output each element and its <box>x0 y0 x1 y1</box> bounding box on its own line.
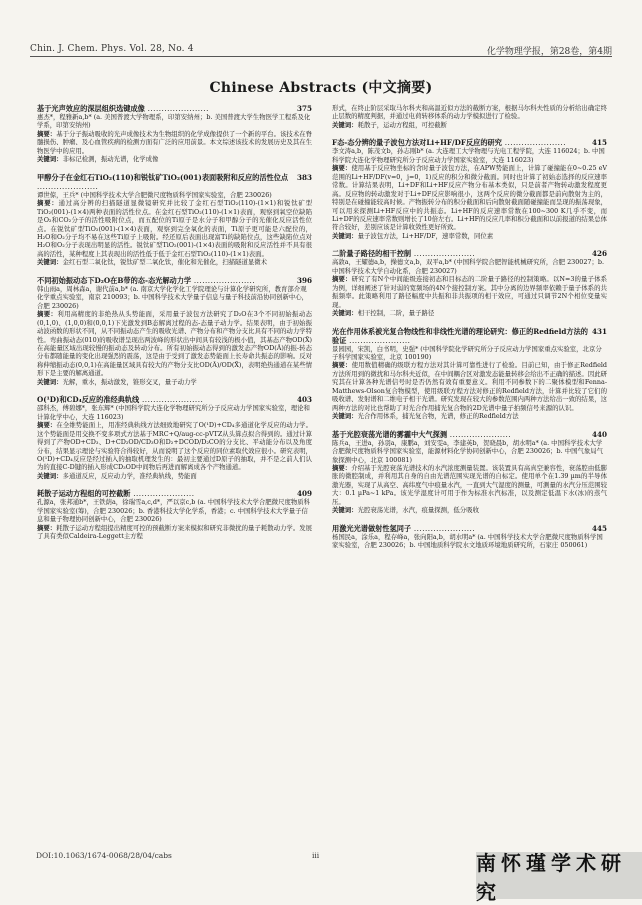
left-column <box>37 104 312 550</box>
article-title-line <box>332 524 607 533</box>
article-entry <box>332 430 607 515</box>
article-abstract <box>37 524 312 541</box>
watermark-stamp: 南怀瑾学术研究 <box>476 852 642 899</box>
leader-dots: ...................... <box>411 249 476 259</box>
article-authors: 景园园，宋凯，白书明，史强* (中国科学院化学研究所分子反应动力学国家重点实验室，北京分子科学国家实验室，北京 100190) <box>332 344 602 361</box>
article-abstract <box>37 421 312 472</box>
article-title-line <box>37 489 312 498</box>
article-authors: 邵科杰，傅碧娜*，张东辉* (中国科学院大连化学物理研究所分子反应动力学国家实验室，理论和计算化学中心，大连 116023) <box>37 404 310 421</box>
article-keywords <box>37 472 312 480</box>
article-title-line <box>37 276 312 285</box>
keywords-label: 关键词： <box>332 506 358 515</box>
footer-page-number: iii <box>312 851 320 860</box>
keywords-label: 关键词： <box>332 120 358 129</box>
abstract-label: 摘要： <box>37 129 57 138</box>
article-abstract <box>37 199 312 258</box>
keywords-label: 关键词： <box>332 412 358 421</box>
right-column <box>332 104 607 559</box>
abstract-text: 在全维势能面上，用准经典轨线方法细致地研究了O(¹D)+CD₄多通道化学反应的动力学。这个势能面是用交换不变多项式方法基于MRC+Q/aug-cc-pVTZ从头算点拟合得到的。通过计算得到了产物OD+CD₃、D+CD₂OD/CD₃O和D₂+DCOD/D₂CO的分支比、平动能分布以及角度分布，结果显示理论与实验符合得较好，从而说明了这个反应的同位素取代效应很小。研究表明，O(¹D)+CD₄反应是经过插入的抽取机理发生的：最初主要通过D原子的抽取，并不是之前人们认为的直接C-D键的插入形成CD₃OD中间物后再进而解离成各个产物通道。 <box>37 421 313 472</box>
abstract-text: 使用基于反应物坐标的含时量子波包方法，在APW势能面上，计算了碰撞能在0~0.25 eV范围的Li+HF/DF(v=0，j=0，1)反应的积分和微分截面。同时也计算了初始态选择的反应速率常数。计算结果表明，Li+DF和Li+HF反应产物分布基本类似，只是前者产物转动激发程度更高。反应物的转动激发对于Li+DF反应影响很小，这两个反应的微分截面都是前向散射为主的，特别是在碰撞能较高时候。产物振转分布的积分截面和后向散射截面随碰撞能而呈现的振荡现象，可以用来探测Li+HF反应中的共振态。Li+HF的反应速率常数在100~300 K几乎不变，而Li+DF的反应速率常数则增长了10倍左右。Li+HF的反应几率和积分截面和以前报道的结果总体符合较好，差别应该是计算收敛性更好所致。 <box>332 164 608 232</box>
article-title: 耗散子运动方程组的可控截断 <box>37 489 131 499</box>
article-authors: 孔源a，张邦通b*，王铁荫a，徐瑞雪a,c,d*，严以京c,b (a. 中国科学技术大学合肥微尺度物质科学国家实验室(筹)，合肥 230026；b. 香港科技大学化学系，香港；c. 中国科学技术大学量子信息和量子物理协同创新中心，合肥 230026) <box>37 498 311 524</box>
continued-abstract-text: 形式，在终止阶层采取马尔科夫和高温近似方法的截断方案，根据马尔科夫性质的分析给出确定终止层数的精度判据，并通过电荷转移体系的动力学模拟进行了检验。 <box>332 104 607 121</box>
abstract-text: 利用高精度的非绝热从头势能面，采用量子波包方法研究了D₂O在3个不同初始振动态(0,1,0)、(1,0,0)和(0,0,1)下光激发到B态解离过程的态-态量子动力学。结果表明，由于初始振动波函数的形状不同，从不同振动态产生的吸收光谱、产物分布和产物分支比具有不同的动力学特性。弯曲振动态(010)的吸收谱呈现出两波峰的形状出中间具有较浅的极小值，其基态产物OD(X̃)在高能量区域出现较慢的振动态及转动分布。所有初始振动态得到的激发态产物OD(Ã)的振-转态分布都随能量的变化出现强烈的震荡，这是由于受到了激发态势能面上长寿命共振态的影响。反对称伸缩振动态(0,0,1)在高能量区域具有较大的产物分支比OD(Ã)/OD(X̃)，表明绝热通道在某些情形下是主要的解离通道。 <box>37 310 312 378</box>
article-page-number: 415 <box>591 138 607 148</box>
abstract-text: 通过高分辨的扫描隧道显微镜研究并比较了金红石型TiO₂(110)-(1×1)和锐钛矿型TiO₂(001)-(1×4)两种表面的活性位点。在金红石型TiO₂(110)-(1×1)表面，观察到氧空位缺陷是O₂和CO₂分子的活性吸附位点，而五配位的Ti原子是水分子和甲醇分子的光催化反应活性位点。在锐钛矿型TiO₂(001)-(1×4)表面，观察到完全氧化的表面，Ti原子更可能是六配位的，H₂O和O₂分子均不易在这些Ti原子上吸附。经还原后表面出现富Ti的缺陷位点，这些缺陷位点对H₂O和O₂分子表现出明显的活性。锐钛矿型TiO₂(001)-(1×4)表面的吸附和反应活性并不具有很高的活性，某种程度上其表现出的活性低于低于金红石型TiO₂(110)-(1×1)表面。 <box>37 199 312 258</box>
article-title: 二阶量子路径的相干控制 <box>332 249 412 259</box>
article-abstract <box>332 361 607 412</box>
leader-dots: ...................... <box>144 104 209 113</box>
article-keywords <box>37 258 312 266</box>
abstract-label: 摘要： <box>332 361 352 370</box>
article-title: 基于光声效应的深层组织选键成像 <box>37 104 145 113</box>
article-title-line <box>332 249 607 258</box>
article-title: 不同初始振动态下D₂O在B带的态-态光解动力学 <box>37 275 192 285</box>
abstract-text: 介绍基于光腔衰荡光谱技术的水汽浓度测量装置。该装置具有高真空兼容性，衰荡腔由低膨胀的微腔制成，并利用其自身的自由光谱范围实现光谱的自标定。使用单个在1.39 µm的半导体激光器，实现了从高空、高纬度气中痕量水汽，一直到大气湿度的测量，可测量的水汽分压范围较大：0.1 µPa~1 kPa。该光学湿度计可用于作为标准水汽标准，以及测定低温下水(冰)的蒸气压。 <box>332 463 607 506</box>
leader-dots: ...................... <box>447 429 512 439</box>
leader-dots: ...................... <box>130 489 195 499</box>
keywords-text: 光解，重水，振动激发，锥形交叉，量子动力学 <box>62 377 197 386</box>
article-entry <box>37 395 312 480</box>
article-keywords <box>332 506 607 514</box>
article-abstract <box>332 464 607 506</box>
article-keywords <box>332 232 607 240</box>
keywords-text: 量子波包方法，Li+HF/DF，速率常数，同位素 <box>357 231 494 240</box>
article-abstract <box>332 164 607 232</box>
continued-keywords <box>332 121 607 129</box>
journal-header-right: 化学物理学报，第28卷，第4期 <box>486 47 612 57</box>
abstract-text: 使用数值精确的级联方程方法对其计算可靠性进行了检验。目前已知，由于修正Redfield方法所用到的微扰和马尔科夫近似，在中间耦合区对激发态能量转移会给出不正确的描述。因此研究其在计算各种光谱信号时是否仍然有效有重要意义。利用不同参数下的二聚体模型和Fenna-Matthews-Olson复合物模型，使用级联方程方法对修正的Redfield方法，计算并比较了它们的吸收谱、发射谱和二维电子相干光谱。研究发现在较大的参数范围内两种方法给出一致的结果，这两种方法的对比也帮助了对光合作用捕光复合物的2D光谱中量子拍频信号来源的认识。 <box>332 361 607 412</box>
abstract-text: 基于分子振动吸收的光声成像技术为生物组织的化学成像提供了一个新的平台。该技术在脊髓损伤、肿瘤、及心血管疾病的检测方面有广泛的应用前景。本文综述该技术的发展历史及其在生物医学中的应用。 <box>37 129 312 155</box>
article-entry <box>332 524 607 550</box>
abstract-label: 摘要： <box>332 164 352 173</box>
abstract-text: 研究了有N个中间能级连接初态和目标态的二阶量子路径的控制策略。以N=3的量子体系为例，详细阐述了针对弱的宽频场的4N个接控制方案。其中分离的边界频率依赖于量子体系的共振频率。此策略利用了路径幅度中共振和非共振项的相干效应，可通过只调节2N个相位变量实现。 <box>332 275 607 309</box>
keywords-text: 光合作用体系，捕光复合物，光谱，修正的Redfield方法 <box>357 412 519 421</box>
article-title-line <box>332 430 607 439</box>
page-title: Chinese Abstracts (中文摘要) <box>209 80 433 96</box>
keywords-label: 关键词： <box>37 377 63 386</box>
abstract-label: 摘要： <box>37 199 59 208</box>
article-authors: 李文涛a,b，陈茂文b，孙志刚b* (a. 大连理工大学物理与光电工程学院，大连 116024；b. 中国科学院大连化学物理研究所分子反应动力学国家实验室，大连 116023) <box>332 147 605 164</box>
article-page-number: 445 <box>591 523 607 533</box>
article-page-number: 396 <box>296 275 312 285</box>
article-title-line <box>332 327 607 345</box>
leader-dots: ...................... <box>346 335 411 345</box>
article-page-number: 440 <box>591 429 607 439</box>
article-page-number: 375 <box>296 104 312 113</box>
article-keywords <box>332 309 607 317</box>
abstract-label: 摘要： <box>37 421 57 430</box>
keywords-label: 关键词： <box>37 258 63 267</box>
abstract-label: 摘要： <box>37 310 58 319</box>
article-authors: 韩山雨a，周林森a，谢代前a,b* (a. 南京大学化学化工学院理论与计算化学研究所，教育部介观化学重点实验室，南京 210093；b. 中国科学技术大学量子信息与量子科技前沿协同创新中心，合肥 230026) <box>37 284 309 310</box>
journal-header-left: Chin. J. Chem. Phys. Vol. 28, No. 4 <box>30 44 194 54</box>
keywords-text: 光腔衰荡光谱，水汽，痕量探测，低分吸收 <box>357 506 479 515</box>
header-rule <box>30 56 612 57</box>
article-title: 甲醇分子在金红石TiO₂(110)和锐钛矿TiO₂(001)表面吸附和反应的活性位点 <box>37 172 289 182</box>
article-page-number: 426 <box>591 249 607 259</box>
keywords-text: 多通道反应，反应动力学，准经典轨线，势能面 <box>62 471 197 480</box>
article-abstract <box>332 275 607 309</box>
article-authors: 惠杰*，程雅新a,b* (a. 美国普渡大学物理系，印第安纳州；b. 美国普渡大学生物医学工程系及化学系，印第安纳州) <box>37 113 311 130</box>
article-abstract <box>37 130 312 155</box>
article-title-line <box>37 104 312 113</box>
keywords-label: 关键词： <box>37 155 63 164</box>
article-page-number: 403 <box>296 395 312 405</box>
leader-dots: ...................... <box>411 523 476 533</box>
abstract-label: 摘要： <box>332 275 352 284</box>
keywords-label: 关键词： <box>37 471 63 480</box>
leader-dots: ...................... <box>191 275 256 285</box>
article-entry <box>332 327 607 421</box>
abstract-label: 摘要： <box>332 463 352 472</box>
article-authors: 杨国民a，涂乐a，程存峰a，张向阳a,b，胡水明a* (a. 中国科学技术大学合肥微尺度物质科学国家实验室，合肥 230026；b. 中国地质科学院水文地质环境地质研究所，石家庄 050061) <box>332 532 603 550</box>
keywords-text: 非标记检测，振动光谱，化学成像 <box>62 155 159 164</box>
article-keywords <box>332 412 607 420</box>
keywords-label: 关键词： <box>332 231 358 240</box>
article-entry <box>37 104 312 164</box>
continued-abstract <box>332 104 607 129</box>
article-title-line <box>37 395 312 404</box>
article-title: O(¹D)和CD₄反应的准经典轨线 <box>37 395 140 405</box>
article-entry <box>37 173 312 267</box>
article-authors: 高敦a，王耀德a,b，操德文a,b，双平a,b* (中国科学院合肥智能机械研究所，合肥 230027；b. 中国科学技术大学自动化系，合肥 230027) <box>332 258 604 275</box>
article-entry <box>332 138 607 240</box>
article-title: 用激光光谱做射性氢同子 <box>332 523 412 533</box>
article-title: 基于光腔衰荡光谱的雾霾中大气探测 <box>332 429 448 439</box>
article-keywords <box>37 155 312 163</box>
abstract-label: 摘要： <box>37 523 57 532</box>
article-page-number: 431 <box>591 326 607 336</box>
keywords-text: 相干控制，二阶，量子路径 <box>357 309 435 318</box>
abstract-text: 耗散子运动方程组提出精度可控的预截断方案来模拟和研究非微扰的量子耗散动力学。发展了具有类似Caldeira-Leggett主方程 <box>37 523 312 541</box>
keywords-text: 金红石型二氧化钛，锐钛矿型二氧化钛，催化和光催化，扫描隧道显微术 <box>62 258 268 267</box>
article-title: 光在作用体系被光复合物线性和非线性光谱的理论研究：修正的Redfield方法的验证 <box>332 326 588 345</box>
leader-dots: ...................... <box>37 181 99 191</box>
leader-dots: ...................... <box>501 138 566 148</box>
article-page-number: 409 <box>296 489 312 499</box>
keywords-label: 关键词： <box>332 309 358 318</box>
article-entry <box>332 249 607 317</box>
article-title: F态-态分辨的量子波包方法对Li+HF/DF反应的研究 <box>332 138 502 148</box>
article-page-number: 383 <box>296 172 312 182</box>
continued-keywords-text: 耗散子，运动方程组，可控截断 <box>357 120 448 129</box>
article-title-line <box>37 173 312 191</box>
article-keywords <box>37 378 312 386</box>
article-authors: 谭世倞，王兵* (中国科学技术大学合肥微尺度物质科学国家实验室，合肥 230026) <box>37 190 272 199</box>
article-abstract <box>37 310 312 378</box>
article-entry <box>37 489 312 540</box>
article-title-line <box>332 138 607 147</box>
leader-dots: ...................... <box>139 395 204 405</box>
footer-doi: DOI:10.1063/1674-0068/28/04/cabs <box>36 851 172 860</box>
article-authors: 陈兵a，王进a，孙羽a，康鹏a，刘安雯a，李建英b，贺晓晨b，胡水明a* (a. 中国科学技术大学合肥微尺度物质科学国家实验室，能源材料化学协同创新中心，合肥 230026；b. 中国气象局气象探测中心，北京 100081) <box>332 438 604 464</box>
article-entry <box>37 276 312 386</box>
